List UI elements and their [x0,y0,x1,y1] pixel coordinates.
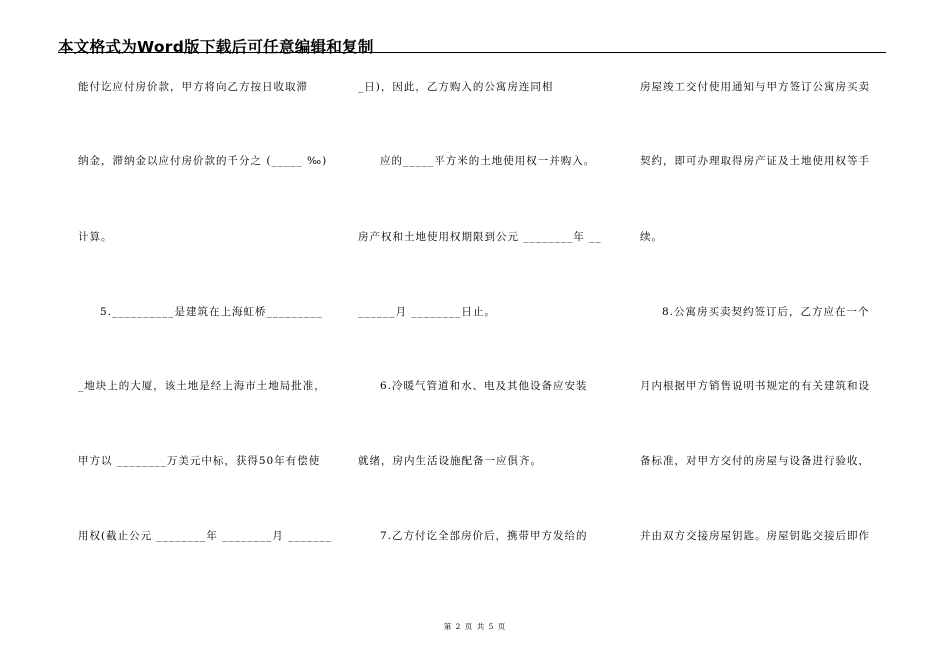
text-line: 就绪，房内生活设施配备一应俱齐。 [358,455,542,467]
text-line: ______月 ________日止。 [358,306,496,318]
header-divider [58,52,886,53]
text-line: 能付讫应付房价款，甲方将向乙方按日收取滞 [78,81,308,93]
text-line: 契约，即可办理取得房产证及土地使用权等手 [640,155,870,167]
text-line: 纳金，滞纳金以应付房价款的千分之 (_____ ‰) [78,155,328,167]
text-line: _地块上的大厦，该土地是经上海市土地局批准， [78,380,326,392]
text-line: 5.__________是建筑在上海虹桥_________ [100,306,323,318]
text-line: 用权(截止公元 ________年 ________月 _______ [78,530,332,542]
text-line: 并由双方交接房屋钥匙。房屋钥匙交接后即作 [640,530,870,542]
text-line: 7.乙方付讫全部房价后，携带甲方发给的 [380,530,588,542]
text-line: 应的_____平方米的土地使用权一并购入。 [380,155,596,167]
text-line: 房屋竣工交付使用通知与甲方签订公寓房买卖 [640,81,870,93]
text-line: 房产权和土地使用权期限到公元 ________年 __ [358,231,602,243]
text-line: 甲方以 ________万美元中标，获得50年有偿使 [78,455,321,467]
text-line: 月内根据甲方销售说明书规定的有关建筑和设 [640,380,870,392]
text-line: 6.冷暖气管道和水、电及其他设备应安装 [380,380,588,392]
text-line: 8.公寓房买卖契约签订后，乙方应在一个 [662,306,870,318]
text-line: 备标准，对甲方交付的房屋与设备进行验收， [640,455,870,467]
text-line: 续。 [640,231,663,243]
page-number-footer: 第 2 页 共 5 页 [443,622,507,631]
document-header-title: 本文格式为Word版下载后可任意编辑和复制 [58,38,374,56]
text-line: _日)，因此，乙方购入的公寓房连同相 [358,81,554,93]
text-line: 计算。 [78,231,113,243]
